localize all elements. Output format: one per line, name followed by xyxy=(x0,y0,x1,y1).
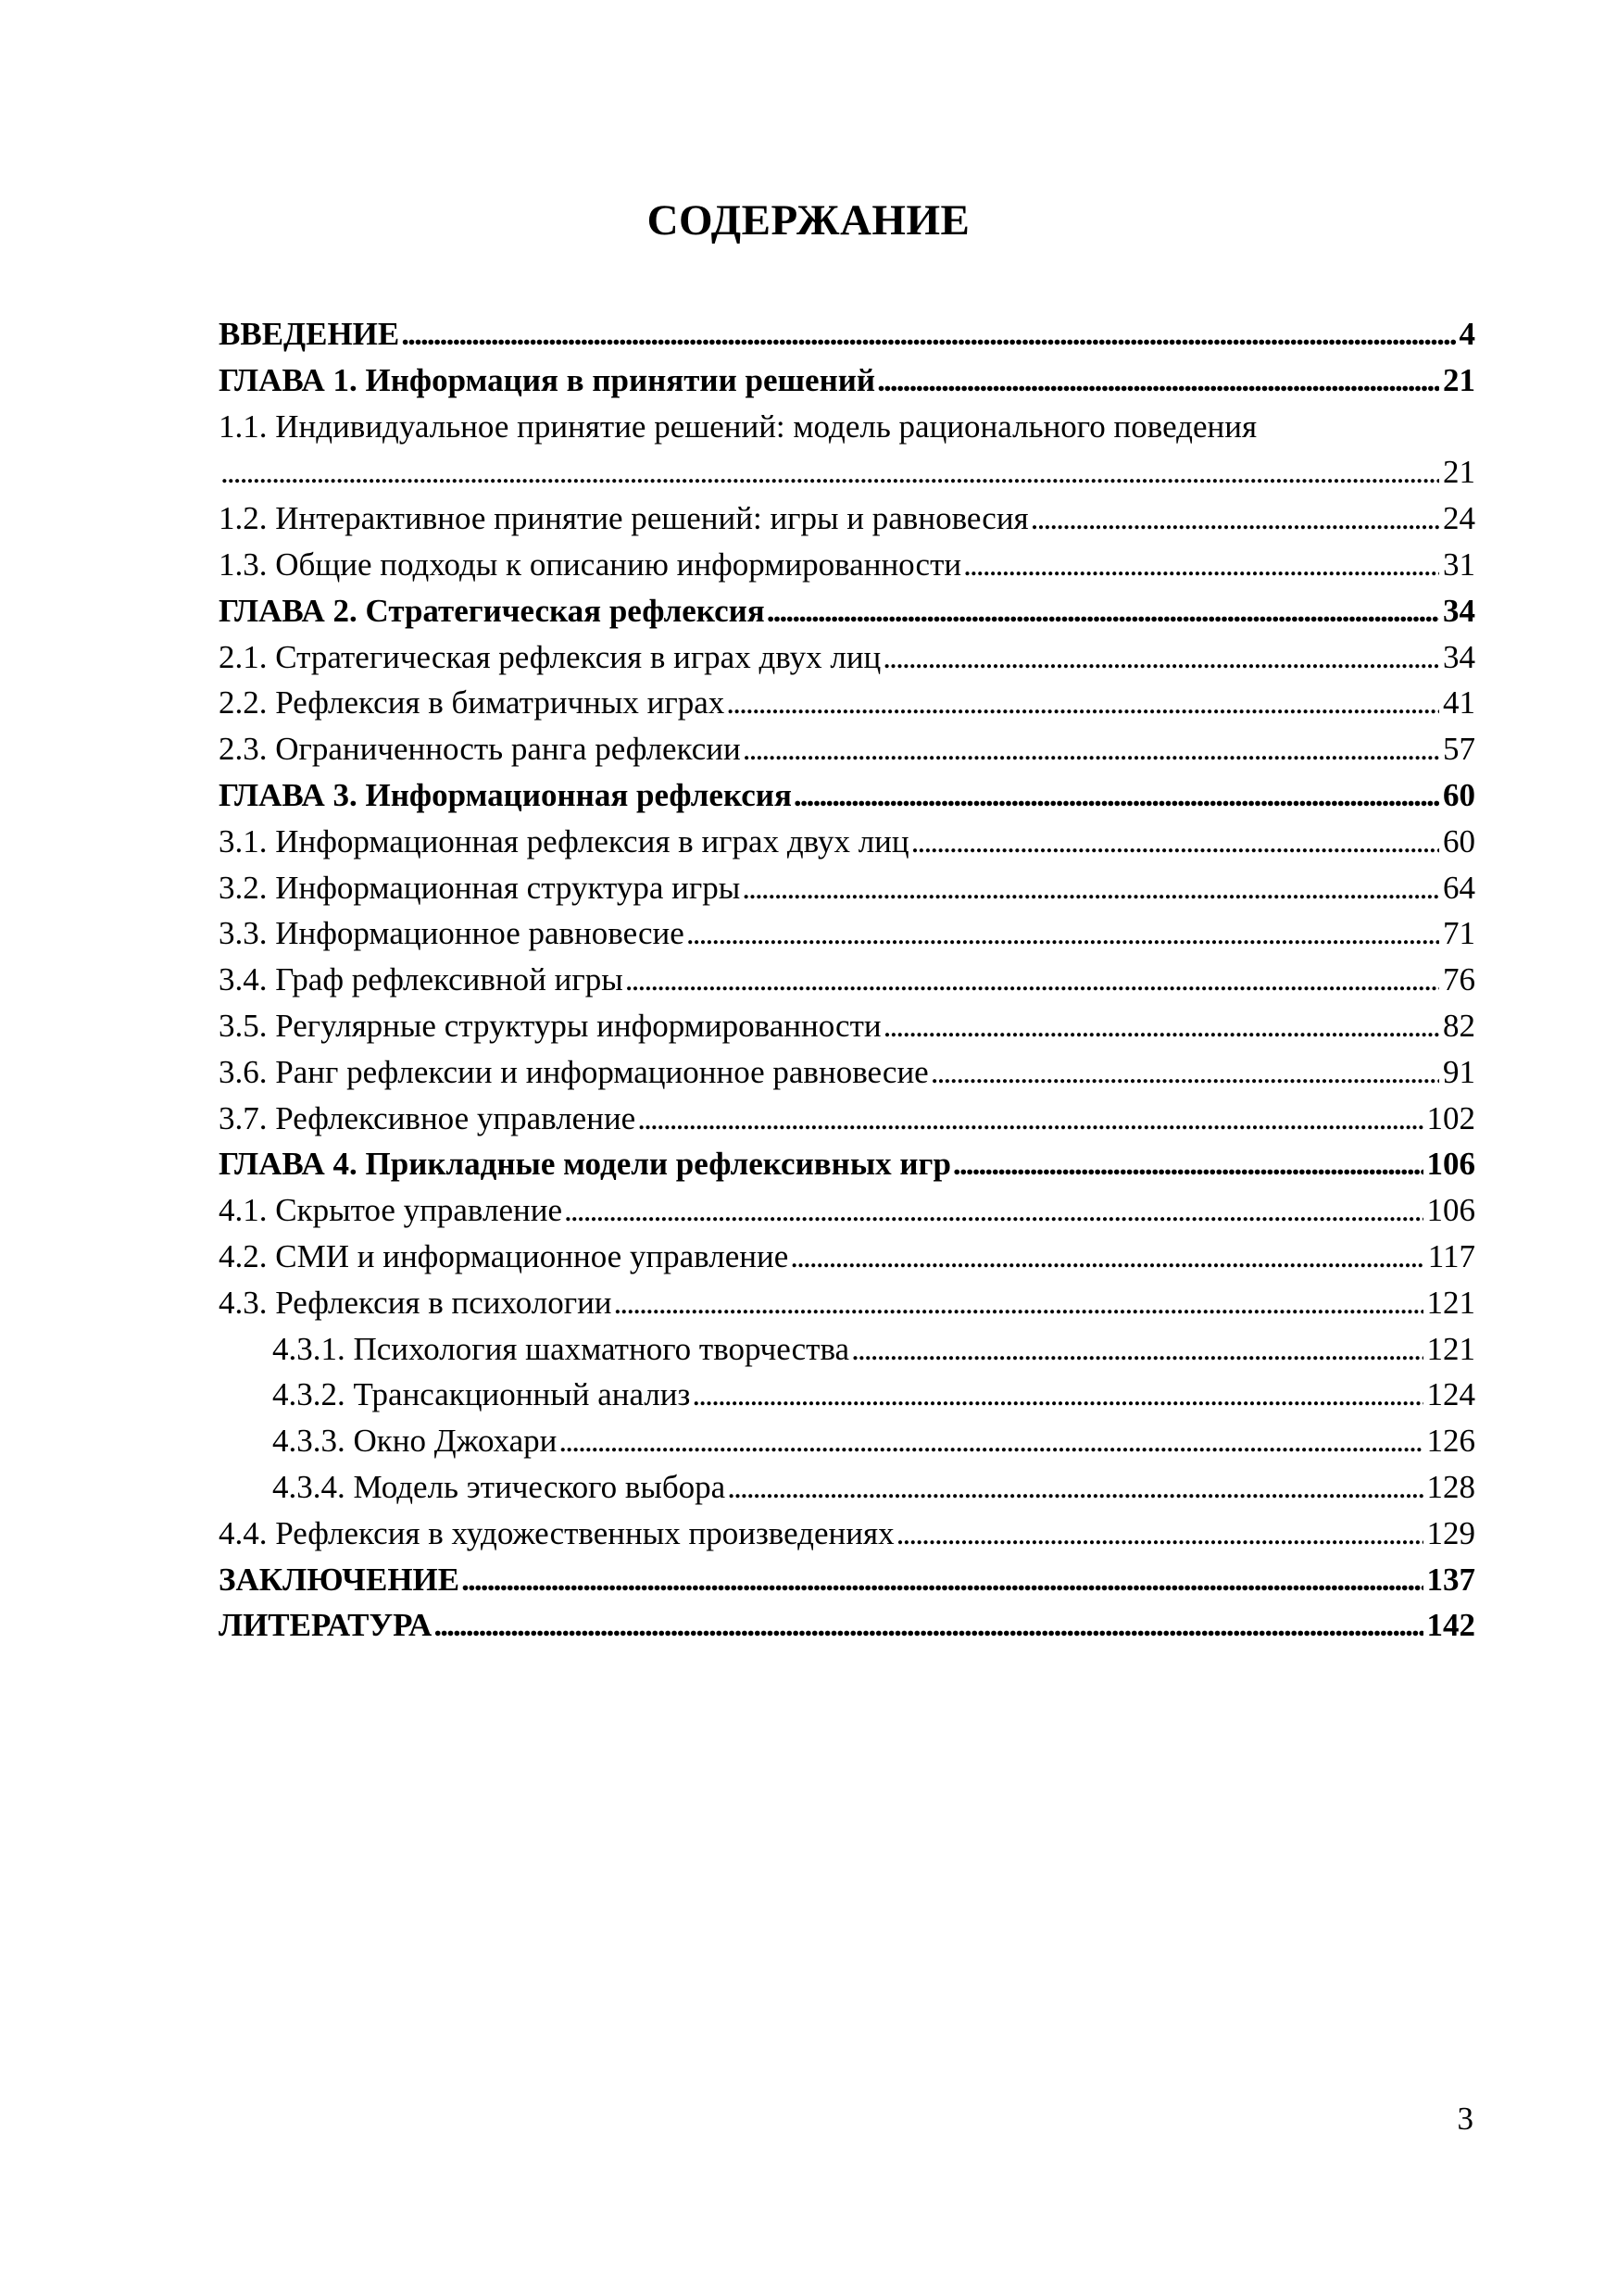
toc-entry-4-2[interactable] xyxy=(219,1234,1475,1280)
toc-entry-title: 3.7. Рефлексивное управление . . . xyxy=(219,1096,1475,1142)
toc-entry-title: ВВЕДЕНИЕ . . . xyxy=(219,311,1475,358)
toc-entry-page: 121 xyxy=(1423,1326,1476,1373)
toc-entry-title: 3.5. Регулярные структуры информированности . . . xyxy=(219,1003,1475,1049)
toc-entry-1-3[interactable] xyxy=(219,542,1475,588)
toc-entry-chapter-3[interactable] xyxy=(219,772,1475,819)
toc-entry-3-2[interactable] xyxy=(219,865,1475,911)
toc-entry-page: 64 xyxy=(1439,865,1475,911)
toc-entry-title: 4.3.3. Окно Джохари . . . xyxy=(272,1418,1475,1464)
toc-entry-title: 3.1. Информационная рефлексия в играх двух лиц . . . xyxy=(219,819,1475,865)
toc-entry-title: ГЛАВА 3. Информационная рефлексия . . . xyxy=(219,772,1475,819)
toc-entry-page: 4 xyxy=(1456,311,1476,358)
toc-entry-page: 34 xyxy=(1439,588,1475,634)
page-number: 3 xyxy=(1457,2101,1473,2137)
toc-entry-page: 34 xyxy=(1439,634,1475,681)
toc-entry-title: 4.3.4. Модель этического выбора . . . xyxy=(272,1464,1475,1511)
toc-entry-2-2[interactable] xyxy=(219,680,1475,726)
toc-entry-4-1[interactable] xyxy=(219,1187,1475,1234)
toc-entry-title: ГЛАВА 1. Информация в принятии решений . . . xyxy=(219,358,1475,404)
toc-entry-chapter-1[interactable] xyxy=(219,358,1475,404)
toc-entry-title: ГЛАВА 4. Прикладные модели рефлексивных игр . . . xyxy=(219,1141,1475,1187)
toc-entry-4-3-3[interactable] xyxy=(219,1418,1475,1464)
toc-entry-4-3[interactable] xyxy=(219,1280,1475,1326)
toc-entry-page: 41 xyxy=(1439,680,1475,726)
toc-entry-3-7[interactable] xyxy=(219,1096,1475,1142)
toc-entry-1-1[interactable] xyxy=(219,404,1475,450)
toc-entry-page: 76 xyxy=(1439,957,1475,1003)
toc-entry-page: 106 xyxy=(1423,1141,1476,1187)
toc-entry-title: 4.3.1. Психология шахматного творчества . . . xyxy=(272,1326,1475,1373)
toc-entry-page: 21 xyxy=(1439,449,1475,496)
toc-entry-title: ЛИТЕРАТУРА . . . xyxy=(219,1602,1475,1649)
toc-entry-title: 4.1. Скрытое управление . . . xyxy=(219,1187,1475,1234)
toc-entry-chapter-4[interactable] xyxy=(219,1141,1475,1187)
toc-entry-title: 3.3. Информационное равновесие . . . xyxy=(219,910,1475,957)
toc-entry-page: 24 xyxy=(1439,496,1475,542)
toc-entry-page: 82 xyxy=(1439,1003,1475,1049)
toc-entry-chapter-2[interactable] xyxy=(219,588,1475,634)
toc-entry-1-2[interactable] xyxy=(219,496,1475,542)
toc-entry-title: 4.3. Рефлексия в психологии . . . xyxy=(219,1280,1475,1326)
toc-entry-title: 2.1. Стратегическая рефлексия в играх двух лиц . . . xyxy=(219,634,1475,681)
toc-entry-page: 102 xyxy=(1423,1096,1476,1142)
toc-entry-4-4[interactable] xyxy=(219,1511,1475,1557)
toc-entry-page: 117 xyxy=(1424,1234,1475,1280)
toc-entry-page: 91 xyxy=(1439,1049,1475,1096)
toc-entry-page: 137 xyxy=(1423,1557,1476,1603)
toc-entry-literature[interactable] xyxy=(219,1602,1475,1649)
toc-entry-page: 60 xyxy=(1439,772,1475,819)
toc-entry-3-4[interactable] xyxy=(219,957,1475,1003)
toc-entry-page: 21 xyxy=(1439,358,1475,404)
toc-entry-4-3-1[interactable] xyxy=(219,1326,1475,1373)
toc-entry-title: 4.4. Рефлексия в художественных произведениях . . . xyxy=(219,1511,1475,1557)
toc-entry-title: 1.3. Общие подходы к описанию информированности . . . xyxy=(219,542,1475,588)
toc-entry-3-1[interactable] xyxy=(219,819,1475,865)
toc-entry-page: 128 xyxy=(1423,1464,1476,1511)
toc-entry-title: 3.6. Ранг рефлексии и информационное равновесие . . . xyxy=(219,1049,1475,1096)
toc-entry-title: ЗАКЛЮЧЕНИЕ . . . xyxy=(219,1557,1475,1603)
toc-entry-3-5[interactable] xyxy=(219,1003,1475,1049)
toc-entry-4-3-2[interactable] xyxy=(219,1372,1475,1418)
toc-entry-page: 124 xyxy=(1423,1372,1476,1418)
toc-entry-page: 121 xyxy=(1423,1280,1476,1326)
toc-entry-title: 2.2. Рефлексия в биматричных играх . . . xyxy=(219,680,1475,726)
toc-entry-title: 1.1. Индивидуальное принятие решений: модель рационального поведения xyxy=(219,408,1258,445)
toc-entry-title: ГЛАВА 2. Стратегическая рефлексия . . . xyxy=(219,588,1475,634)
toc-entry-page: 60 xyxy=(1439,819,1475,865)
page-title: СОДЕРЖАНИЕ xyxy=(646,196,971,245)
toc-entry-4-3-4[interactable] xyxy=(219,1464,1475,1511)
toc-entry-page: 142 xyxy=(1423,1602,1476,1649)
toc-entry-conclusion[interactable] xyxy=(219,1557,1475,1603)
toc-entry-page: 31 xyxy=(1439,542,1475,588)
toc-entry-title: 1.2. Интерактивное принятие решений: игры и равновесия . . . xyxy=(219,496,1475,542)
toc-entry-leader xyxy=(219,449,1475,496)
toc-entry-page: 129 xyxy=(1423,1511,1476,1557)
toc-entry-3-6[interactable] xyxy=(219,1049,1475,1096)
toc-entry-2-3[interactable] xyxy=(219,726,1475,772)
toc-entry-title: 2.3. Ограниченность ранга рефлексии . . . xyxy=(219,726,1475,772)
table-of-contents xyxy=(219,311,1475,1649)
toc-entry-title: 3.4. Граф рефлексивной игры . . . xyxy=(219,957,1475,1003)
toc-entry-title: 4.3.2. Трансакционный анализ . . . xyxy=(272,1372,1475,1418)
toc-entry-page: 71 xyxy=(1439,910,1475,957)
toc-entry-introduction[interactable] xyxy=(219,311,1475,358)
toc-entry-title: 4.2. СМИ и информационное управление . . . xyxy=(219,1234,1475,1280)
toc-entry-page: 126 xyxy=(1423,1418,1476,1464)
toc-entry-3-3[interactable] xyxy=(219,910,1475,957)
toc-entry-page: 106 xyxy=(1423,1187,1476,1234)
toc-entry-2-1[interactable] xyxy=(219,634,1475,681)
toc-entry-1-1-continuation[interactable] xyxy=(219,449,1475,496)
toc-entry-title: 3.2. Информационная структура игры . . . xyxy=(219,865,1475,911)
toc-entry-page: 57 xyxy=(1439,726,1475,772)
